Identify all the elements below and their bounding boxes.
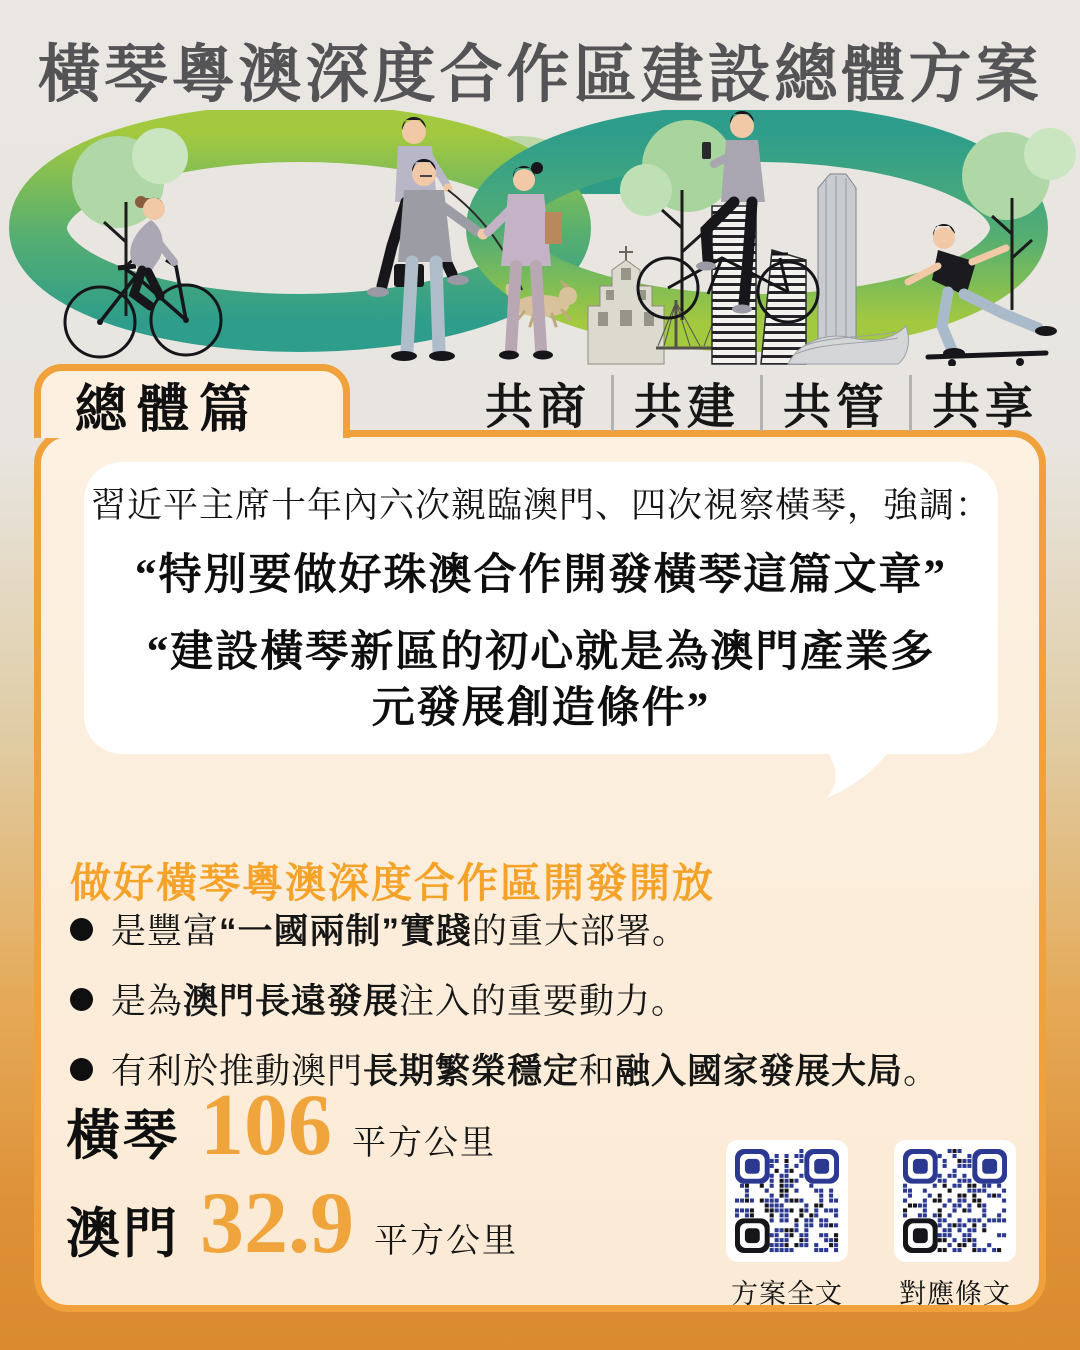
section-tab-label: 總體篇 xyxy=(75,382,262,439)
bullet-icon xyxy=(70,988,93,1011)
bullet-list xyxy=(70,904,939,1094)
bullet-text: 是為澳門長遠發展注入的重要動力。 xyxy=(111,982,688,1021)
quote-line-1: “特別要做好珠澳合作開發橫琴這篇文章” xyxy=(135,551,947,599)
section-tab xyxy=(34,364,350,438)
qr-code-icon xyxy=(903,1149,1007,1253)
qr-figure-articles xyxy=(894,1140,1016,1311)
bullet-text: 是豐富“一國兩制”實踐的重大部署。 xyxy=(111,912,689,951)
principle-gongxiang: 共享 xyxy=(931,381,1038,434)
stat-label: 澳門 xyxy=(66,1204,180,1265)
bullet-text: 有利於推動澳門長期繁榮穩定和融入國家發展大局。 xyxy=(111,1052,940,1091)
bullet-icon xyxy=(70,918,93,941)
principle-gongjian: 共建 xyxy=(633,381,740,434)
stat-value: 106 xyxy=(200,1077,332,1174)
qr-label: 方案全文 xyxy=(731,1279,843,1309)
qr-figure-plan xyxy=(726,1140,848,1311)
principle-gongguan: 共管 xyxy=(782,381,889,434)
qr-section xyxy=(726,1140,1016,1311)
stat-hengqin xyxy=(66,1077,518,1174)
stat-unit: 平方公里 xyxy=(352,1124,496,1162)
quote-line-2: “建設橫琴新區的初心就是為澳門產業多元發展創造條件” xyxy=(146,628,936,733)
speech-bubble-tail xyxy=(818,748,896,800)
bullet-icon xyxy=(70,1058,93,1081)
quote-intro: 習近平主席十年內六次親臨澳門、四次視察橫琴，強調： xyxy=(91,485,992,525)
stat-label: 橫琴 xyxy=(66,1106,180,1166)
page-title: 橫琴粵澳深度合作區建設總體方案 xyxy=(37,40,1043,110)
area-stats xyxy=(66,1077,518,1273)
divider xyxy=(611,375,614,431)
hero-illustration xyxy=(0,110,1080,366)
section-heading: 做好橫琴粵澳深度合作區開發開放 xyxy=(70,860,715,906)
stat-unit: 平方公里 xyxy=(374,1222,518,1261)
quote-bubble xyxy=(84,462,998,754)
list-item xyxy=(70,974,939,1024)
qr-card xyxy=(894,1140,1016,1262)
stat-value: 32.9 xyxy=(200,1175,354,1273)
stat-macau xyxy=(66,1175,518,1273)
principle-gongshang: 共商 xyxy=(484,381,591,434)
qr-card xyxy=(726,1140,848,1262)
qr-label: 對應條文 xyxy=(899,1279,1011,1309)
principles-row xyxy=(485,368,1038,437)
list-item xyxy=(70,904,939,954)
divider xyxy=(909,375,912,431)
qr-code-icon xyxy=(735,1149,839,1253)
divider xyxy=(760,375,763,431)
